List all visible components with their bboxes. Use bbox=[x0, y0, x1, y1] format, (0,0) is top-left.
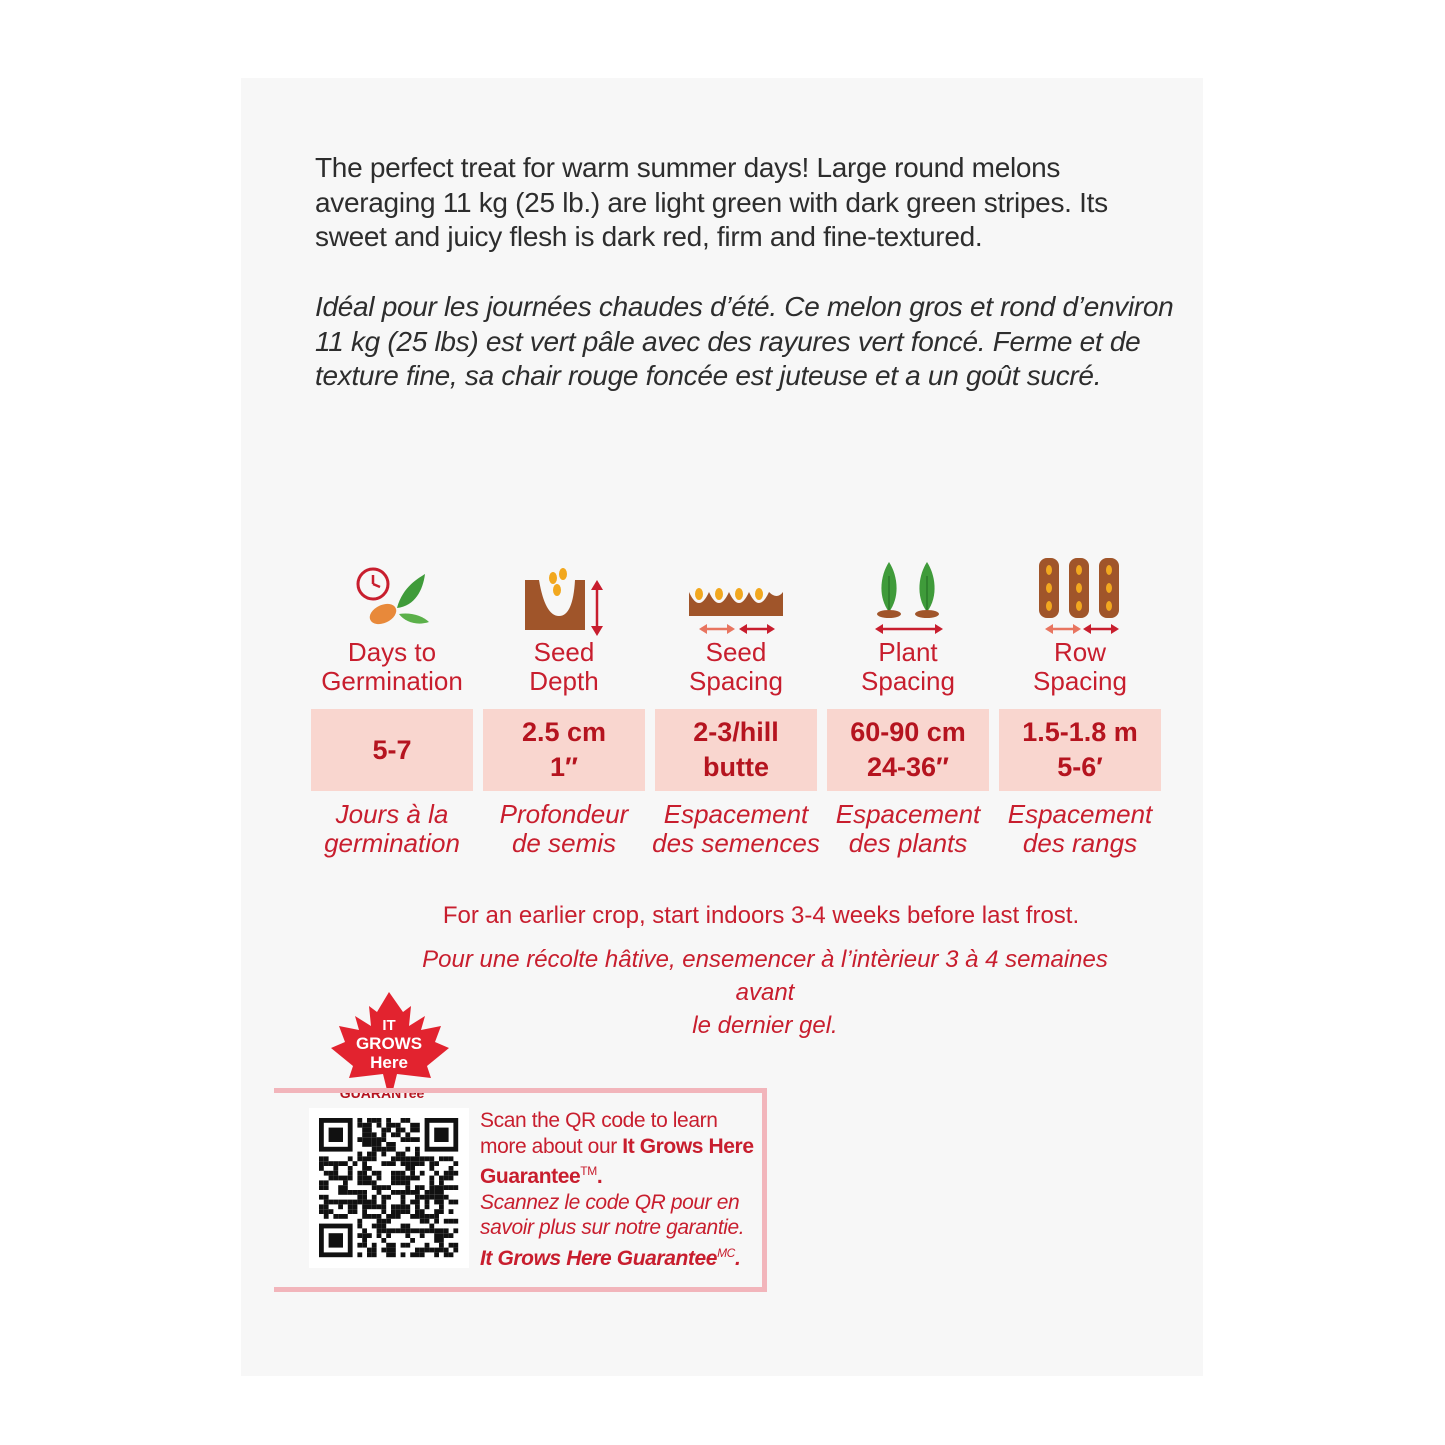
svg-text:GUARANTee™: GUARANTee™ bbox=[339, 1085, 439, 1101]
stat-value: 2.5 cm 1″ bbox=[483, 709, 645, 791]
stat-label-line1: Seed bbox=[705, 637, 767, 667]
stat-fr-line2: des plants bbox=[848, 828, 968, 858]
svg-text:IT: IT bbox=[382, 1017, 396, 1034]
maple-leaf-guarantee-badge bbox=[323, 990, 458, 1102]
stat-fr-line1: Espacement bbox=[835, 799, 981, 829]
stat-fr-line1: Profondeur bbox=[499, 799, 629, 829]
stat-label-line1: Row bbox=[1053, 637, 1106, 667]
stat-label-line1: Days to bbox=[347, 637, 437, 667]
stat-value: 2-3/hill butte bbox=[655, 709, 817, 791]
qr-fr-brand: It Grows Here Guarantee bbox=[480, 1246, 718, 1270]
stat-fr-line1: Espacement bbox=[663, 799, 809, 829]
qr-fr-text: Scannez le code QR pour en savoir plus sur notre garantie. bbox=[480, 1190, 745, 1239]
qr-code[interactable] bbox=[309, 1108, 469, 1268]
clock-sprout-icon bbox=[311, 556, 473, 636]
stat-label-line1: Seed bbox=[533, 637, 595, 667]
stat-fr-line2: de semis bbox=[511, 828, 617, 858]
stat-value: 60-90 cm 24-36″ bbox=[827, 709, 989, 791]
row-spacing-icon bbox=[999, 556, 1161, 636]
seed-spacing-icon bbox=[655, 556, 817, 636]
description-french: Idéal pour les journées chaudes d’été. Ce melon gros et rond d’environ 11 kg (25 lbs) est vert pâle avec des rayures vert foncé. Ferme et de texture fine, sa chair rouge foncée est juteuse et a un goût sucré. bbox=[315, 291, 1174, 391]
stat-label-line2: Spacing bbox=[1033, 666, 1127, 696]
stat-fr-line2: germination bbox=[324, 828, 460, 858]
qr-en-text: Scan the QR code to learn more about our bbox=[480, 1109, 718, 1158]
svg-text:GROWS: GROWS bbox=[355, 1034, 423, 1053]
stat-label-line2: Germination bbox=[321, 666, 463, 696]
stat-fr-line1: Espacement bbox=[1007, 799, 1153, 829]
stat-label-line1: Plant bbox=[878, 637, 938, 667]
stat-value: 1.5-1.8 m 5-6′ bbox=[999, 709, 1161, 791]
seed-depth-icon bbox=[483, 556, 645, 636]
description-english: The perfect treat for warm summer days! Large round melons averaging 11 kg (25 lb.) are light green with dark green stripes. Its sweet and juicy flesh is dark red, firm and fine-textured. bbox=[315, 152, 1108, 252]
qr-description: Scan the QR code to learn more about our It Grows Here Guarantee™. Scannez le code QR pour en savoir plus sur notre garantie. It Grows Here Guarantee$^{MC}$. bbox=[480, 1109, 754, 1270]
svg-text:Here: Here bbox=[370, 1053, 408, 1072]
stat-fr-line2: des semences bbox=[652, 828, 820, 858]
stat-fr-line1: Jours à la bbox=[335, 799, 449, 829]
qr-en-brand: It Grows Here Guarantee bbox=[480, 1134, 754, 1188]
stat-label-line2: Spacing bbox=[689, 666, 783, 696]
stat-value: 5-7 bbox=[311, 709, 473, 791]
early-crop-tip-english: For an earlier crop, start indoors 3-4 weeks before last frost. bbox=[442, 902, 1080, 929]
stat-label-line2: Spacing bbox=[861, 666, 955, 696]
stat-label-line2: Depth bbox=[529, 666, 599, 696]
stat-fr-line2: des rangs bbox=[1022, 828, 1138, 858]
qr-code-backdrop bbox=[309, 1108, 469, 1268]
plant-spacing-icon bbox=[827, 556, 989, 636]
early-crop-tip-french: Pour une récolte hâtive, ensemencer à l’intèrieur 3 à 4 semaines avant le dernier gel. bbox=[422, 946, 1108, 1039]
